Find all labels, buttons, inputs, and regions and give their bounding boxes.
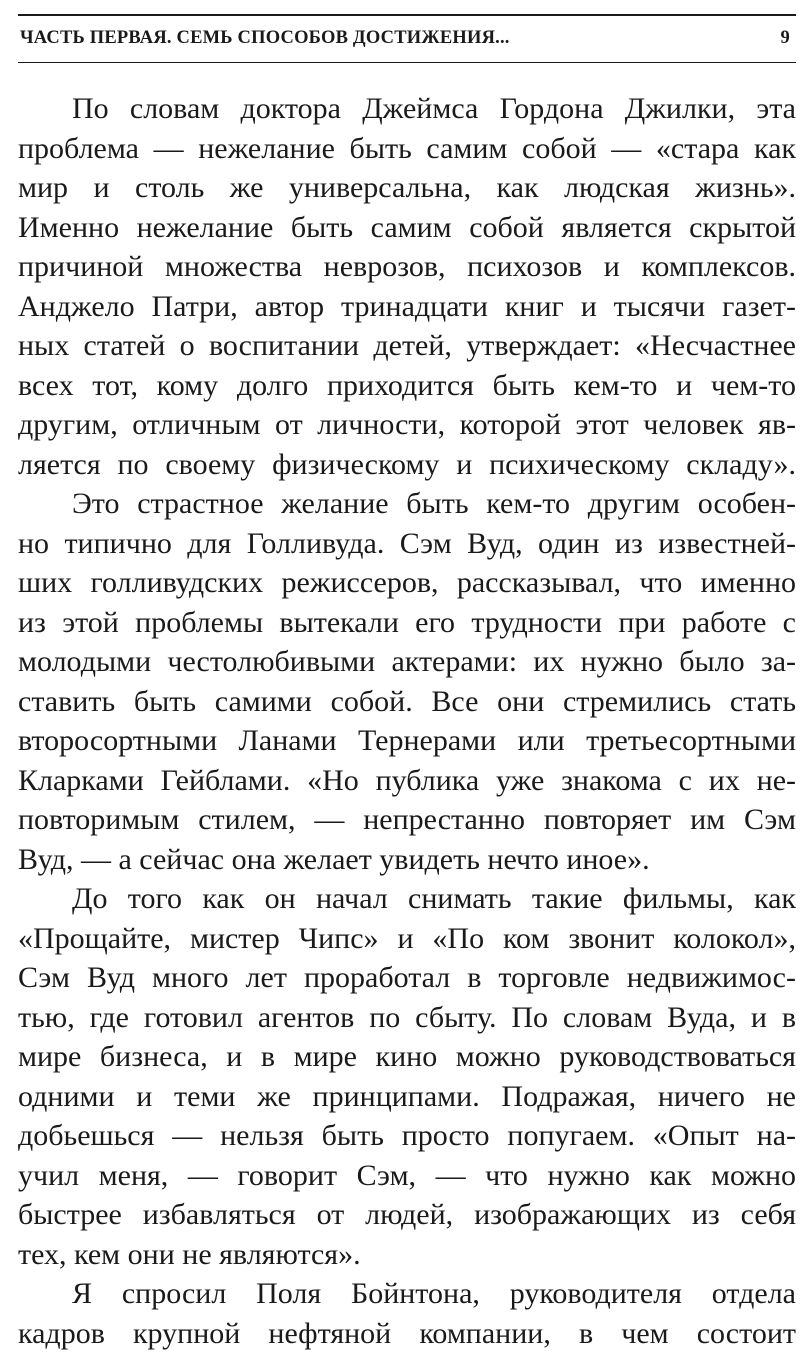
text-line: ных статей о воспитании детей, утверждает: «Несчастнее <box>18 326 796 366</box>
text-line: Сэм Вуд много лет проработал в торговле недвижимос- <box>18 958 796 998</box>
text-line: Это страстное желание быть кем-то другим особен- <box>18 484 796 524</box>
body-text <box>18 89 796 1353</box>
text-line: мир и столь же универсальна, как людская жизнь». <box>18 168 796 208</box>
header-top-rule <box>18 14 796 16</box>
text-line: Именно нежелание быть самим собой является скрытой <box>18 208 796 248</box>
text-line: учил меня, — говорит Сэм, — что нужно как можно <box>18 1156 796 1196</box>
text-line: До того как он начал снимать такие фильмы, как <box>18 879 796 919</box>
text-line: ших голливудских режиссеров, рассказывал, что именно <box>18 563 796 603</box>
page-number: 9 <box>781 28 796 49</box>
text-line: добьешься — нельзя быть просто попугаем. «Опыт на- <box>18 1116 796 1156</box>
text-line: По словам доктора Джеймса Гордона Джилки, эта <box>18 89 796 129</box>
book-page <box>18 0 796 1335</box>
text-line: проблема — нежелание быть самим собой — «стара как <box>18 129 796 169</box>
running-header <box>20 28 796 56</box>
text-line: причиной множества неврозов, психозов и комплексов. <box>18 247 796 287</box>
text-line: Анджело Патри, автор тринадцати книг и тысячи газет- <box>18 287 796 327</box>
text-line: быстрее избавляться от людей, изображающих из себя <box>18 1195 796 1235</box>
text-line: второсортными Ланами Тернерами или третьесортными <box>18 721 796 761</box>
text-line: всех тот, кому долго приходится быть кем-то и чем-то <box>18 366 796 406</box>
text-line: Кларками Гейблами. «Но публика уже знакома с их не- <box>18 761 796 801</box>
text-line: мире бизнеса, и в мире кино можно руководствоваться <box>18 1037 796 1077</box>
text-line: ставить быть самими собой. Все они стремились стать <box>18 682 796 722</box>
text-line: Я спросил Поля Бойнтона, руководителя отдела <box>18 1274 796 1314</box>
header-bottom-rule <box>18 62 796 63</box>
text-line: кадров крупной нефтяной компании, в чем состоит <box>18 1314 796 1353</box>
text-line: тью, где готовил агентов по сбыту. По словам Вуда, и в <box>18 998 796 1038</box>
text-line: молодыми честолюбивыми актерами: их нужно было за- <box>18 642 796 682</box>
text-line: Вуд, — а сейчас она желает увидеть нечто иное». <box>18 840 796 880</box>
paragraph <box>18 879 796 1274</box>
paragraph <box>18 1274 796 1353</box>
text-line: ляется по своему физическому и психическому складу». <box>18 445 796 485</box>
paragraph <box>18 89 796 484</box>
text-line: другим, отличным от личности, которой этот человек яв- <box>18 405 796 445</box>
paragraph <box>18 484 796 879</box>
text-line: одними и теми же принципами. Подражая, ничего не <box>18 1077 796 1117</box>
text-line: «Прощайте, мистер Чипс» и «По ком звонит колокол», <box>18 919 796 959</box>
text-line: но типично для Голливуда. Сэм Вуд, один из известней- <box>18 524 796 564</box>
text-line: повторимым стилем, — непрестанно повторяет им Сэм <box>18 800 796 840</box>
text-line: тех, кем они не являются». <box>18 1235 796 1275</box>
running-title: ЧАСТЬ ПЕРВАЯ. СЕМЬ СПОСОБОВ ДОСТИЖЕНИЯ... <box>20 28 510 49</box>
text-line: из этой проблемы вытекали его трудности при работе с <box>18 603 796 643</box>
